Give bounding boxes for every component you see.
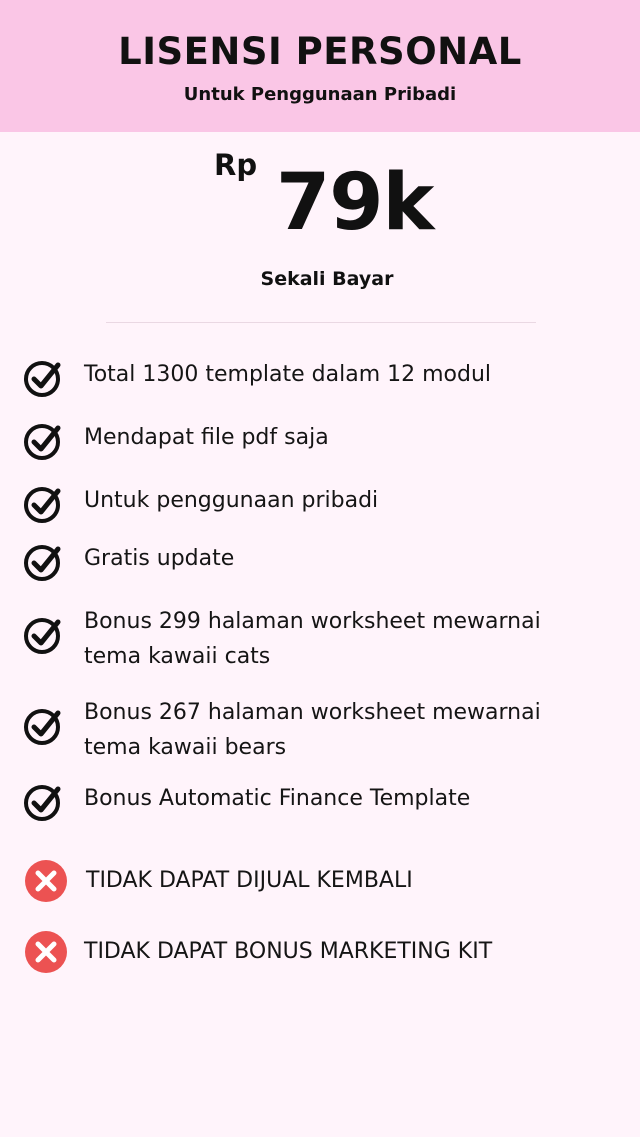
check-circle-icon [22, 614, 64, 656]
license-subtitle: Untuk Penggunaan Pribadi [183, 84, 457, 105]
feature-text: Bonus Automatic Finance Template [84, 786, 471, 811]
feature-text: Bonus 267 halaman worksheet mewarnai tema kawaii bears [84, 700, 541, 760]
license-title: LISENSI PERSONAL [118, 30, 522, 73]
check-circle-icon [22, 705, 64, 747]
price-currency: Rp [214, 148, 258, 182]
check-circle-icon [22, 541, 64, 583]
check-circle-icon [22, 483, 64, 525]
billing-note: Sekali Bayar [260, 268, 394, 290]
cross-circle-icon [25, 931, 67, 973]
check-circle-icon [22, 781, 64, 823]
feature-text: Gratis update [84, 546, 235, 571]
feature-text: Untuk penggunaan pribadi [84, 488, 379, 513]
cross-circle-icon [25, 860, 67, 902]
feature-text: Bonus 299 halaman worksheet mewarnai tema kawaii cats [84, 609, 541, 669]
check-circle-icon [22, 357, 64, 399]
feature-text: Mendapat file pdf saja [84, 425, 329, 450]
feature-text: Total 1300 template dalam 12 modul [84, 362, 492, 387]
feature-text: TIDAK DAPAT BONUS MARKETING KIT [84, 939, 493, 964]
check-circle-icon [22, 420, 64, 462]
feature-text: TIDAK DAPAT DIJUAL KEMBALI [86, 868, 413, 893]
price-amount: 79k [276, 158, 434, 248]
